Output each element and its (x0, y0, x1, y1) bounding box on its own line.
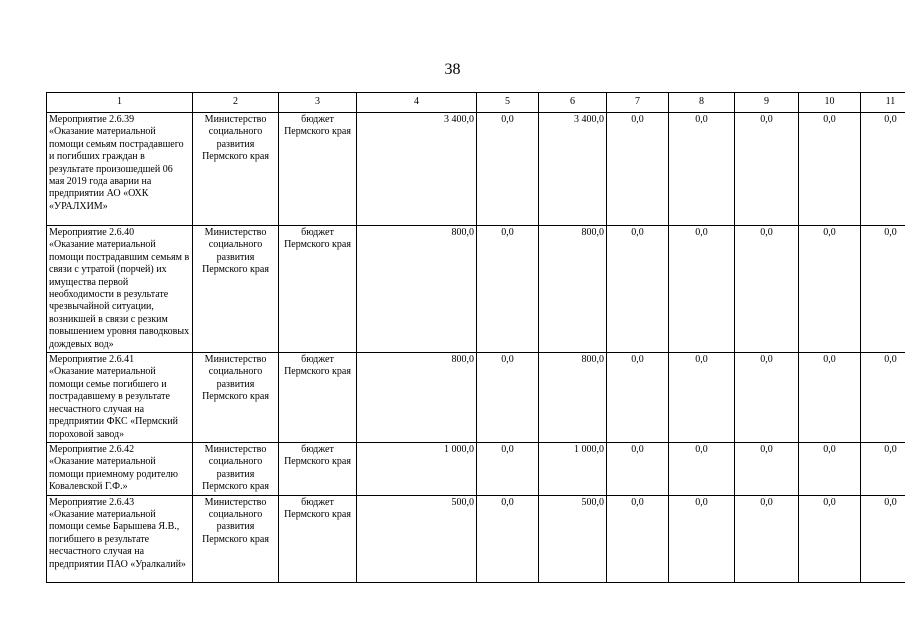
value-cell: 0,0 (861, 226, 905, 353)
measure-name: Мероприятие 2.6.41 «Оказание материальной помощи семье погибшего и пострадавшему в результате несчастного случая на предприятии ФКС «Пермский пороховой завод» (49, 354, 178, 440)
value-cell: 500,0 (539, 495, 607, 582)
value-cell: 0,0 (477, 495, 539, 582)
source-cell: бюджет Пермского края (279, 442, 357, 495)
measure-name: Мероприятие 2.6.42 «Оказание материальной помощи приемному родителю Ковалевской Г.Ф.» (49, 443, 178, 493)
value-cell: 0,0 (799, 353, 861, 443)
source-cell: бюджет Пермского края (279, 353, 357, 443)
table-row (47, 113, 905, 226)
executor-cell: Министерство социального развития Пермского края (193, 442, 279, 495)
value-cell: 0,0 (861, 113, 905, 226)
column-header: 7 (607, 93, 669, 113)
value-cell: 0,0 (669, 226, 735, 353)
value-cell: 800,0 (357, 226, 477, 353)
value-cell: 0,0 (735, 353, 799, 443)
header-row (47, 93, 905, 113)
measure-name-cell (47, 226, 193, 353)
value-cell: 800,0 (357, 353, 477, 443)
source-cell: бюджет Пермского края (279, 495, 357, 582)
value-cell: 0,0 (669, 353, 735, 443)
value-cell: 0,0 (861, 495, 905, 582)
budget-table (46, 92, 905, 583)
value-cell: 0,0 (669, 113, 735, 226)
column-header: 6 (539, 93, 607, 113)
value-cell: 0,0 (607, 226, 669, 353)
value-cell: 0,0 (669, 495, 735, 582)
measure-name-cell (47, 495, 193, 582)
column-header: 2 (193, 93, 279, 113)
value-cell: 3 400,0 (357, 113, 477, 226)
value-cell: 0,0 (669, 442, 735, 495)
measure-name-cell (47, 442, 193, 495)
value-cell: 1 000,0 (539, 442, 607, 495)
value-cell: 0,0 (861, 442, 905, 495)
value-cell: 800,0 (539, 353, 607, 443)
value-cell: 0,0 (799, 495, 861, 582)
column-header: 10 (799, 93, 861, 113)
measure-name: Мероприятие 2.6.43 «Оказание материальной помощи семье Барышева Я.В., погибшего в результате несчастного случая на предприятии ПАО «Уралкалий» (49, 496, 186, 570)
measure-name: Мероприятие 2.6.39 «Оказание материальной помощи семьям пострадавшего и погибших граждан в результате произошедшей 06 мая 2019 года аварии на предприятии АО «ОХК «УРАЛХИМ» (49, 114, 184, 212)
value-cell: 0,0 (735, 442, 799, 495)
value-cell: 0,0 (799, 442, 861, 495)
value-cell: 500,0 (357, 495, 477, 582)
column-header: 11 (861, 93, 905, 113)
table-row (47, 442, 905, 495)
value-cell: 0,0 (735, 495, 799, 582)
column-header: 3 (279, 93, 357, 113)
value-cell: 0,0 (607, 113, 669, 226)
executor-cell: Министерство социального развития Пермского края (193, 226, 279, 353)
value-cell: 0,0 (477, 353, 539, 443)
column-header: 1 (47, 93, 193, 113)
page-number: 38 (444, 61, 461, 78)
measure-name: Мероприятие 2.6.40 «Оказание материальной помощи пострадавшим семьям в связи с утратой (порчей) их имущества первой необходимости в результате чрезвычайной ситуации, возникшей в связи с резким повышением уровня паводковых дождевых вод» (49, 227, 190, 350)
value-cell: 0,0 (799, 226, 861, 353)
value-cell: 0,0 (477, 442, 539, 495)
value-cell: 0,0 (607, 442, 669, 495)
source-cell: бюджет Пермского края (279, 113, 357, 226)
column-header: 8 (669, 93, 735, 113)
executor-cell: Министерство социального развития Пермского края (193, 113, 279, 226)
measure-name-cell (47, 113, 193, 226)
measure-name-cell (47, 353, 193, 443)
executor-cell: Министерство социального развития Пермского края (193, 353, 279, 443)
table-row (47, 495, 905, 582)
source-cell: бюджет Пермского края (279, 226, 357, 353)
value-cell: 0,0 (607, 353, 669, 443)
column-header: 4 (357, 93, 477, 113)
value-cell: 0,0 (861, 353, 905, 443)
value-cell: 0,0 (735, 226, 799, 353)
value-cell: 0,0 (735, 113, 799, 226)
column-header: 5 (477, 93, 539, 113)
value-cell: 1 000,0 (357, 442, 477, 495)
table-row (47, 226, 905, 353)
column-header: 9 (735, 93, 799, 113)
value-cell: 0,0 (477, 113, 539, 226)
value-cell: 800,0 (539, 226, 607, 353)
value-cell: 0,0 (477, 226, 539, 353)
value-cell: 0,0 (607, 495, 669, 582)
value-cell: 3 400,0 (539, 113, 607, 226)
table-row (47, 353, 905, 443)
executor-cell: Министерство социального развития Пермского края (193, 495, 279, 582)
value-cell: 0,0 (799, 113, 861, 226)
